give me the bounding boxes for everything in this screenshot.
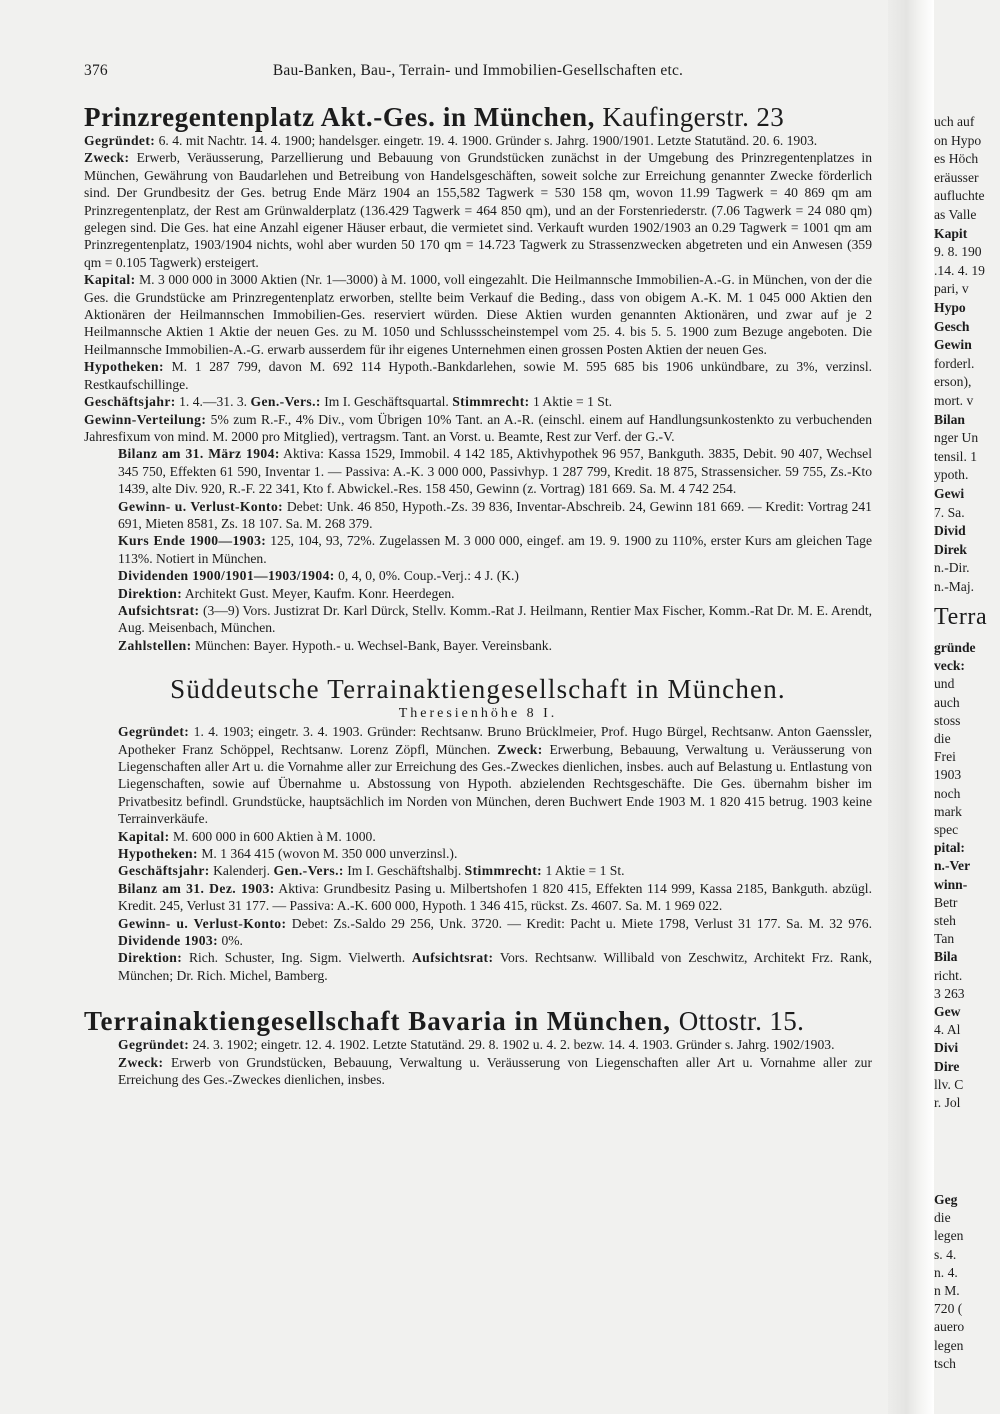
neighbor-line-fragment: n.-Dir. <box>934 560 970 576</box>
neighbor-line-fragment: legen <box>934 1228 964 1244</box>
entry-label: Gegründet: <box>118 1037 190 1053</box>
entry-label: Stimmrecht: <box>464 863 543 879</box>
neighbor-line-fragment: Dire <box>934 1058 960 1074</box>
entry-text: Debet: Zs.-Saldo 29 256, Unk. 3720. — Kredit: Pacht u. Miete 1798, Verlust 31 177. Sa. M. 32 976. <box>291 915 872 931</box>
neighbor-line-fragment: 3 263 <box>934 985 965 1001</box>
neighbor-line-fragment: nger Un <box>934 430 979 446</box>
neighbor-line-fragment: Bila <box>934 949 958 965</box>
neighbor-line-fragment: Terra <box>934 604 988 630</box>
neighbor-line-fragment: eräusser <box>934 169 979 185</box>
entry-text: München: Bayer. Hypoth.- u. Wechsel-Bank, Bayer. Vereinsbank. <box>194 637 552 653</box>
entry-text: 1 Aktie = 1 St. <box>545 863 625 879</box>
entry-mortgages <box>84 358 872 393</box>
entry-label: Zahlstellen: <box>118 637 192 653</box>
entry-text: 24. 3. 1902; eingetr. 12. 4. 1902. Letzte Statutänd. 29. 8. 1902 u. 4. 2. bezw. 14. 4. 1903. Gründer s. Jahrg. 1902/1903. <box>192 1037 835 1053</box>
entry-paying-agents <box>84 637 872 654</box>
neighbor-line-fragment: Gewi <box>934 486 965 501</box>
company-name: Prinzregentenplatz Akt.-Ges. in München, <box>84 102 595 132</box>
entry-label: Zweck: <box>118 1054 164 1070</box>
neighbor-line-fragment: on Hypo <box>934 132 982 148</box>
entry-text: Im I. Geschäftsquartal. <box>324 394 449 410</box>
company-name: Süddeutsche Terrainaktiengesellschaft in München. <box>170 674 786 705</box>
neighbor-line-fragment: Betr <box>934 894 958 910</box>
entry-label: Zweck: <box>84 150 130 166</box>
entry-text: 1 Aktie = 1 St. <box>532 394 613 410</box>
entry-label: Kapital: <box>118 828 170 844</box>
entry-fiscal-year <box>84 862 872 879</box>
neighbor-line-fragment: Gewin <box>934 337 972 353</box>
page-gutter-shadow <box>888 0 934 1414</box>
entry-mortgages <box>84 845 872 862</box>
neighbor-line-fragment: gründe <box>934 640 976 655</box>
entry-capital <box>84 828 872 845</box>
entry-fiscal-year <box>84 393 872 410</box>
entry-text: Aktiva: Grundbesitz Pasing u. Milbertshofen 1 820 415, Effekten 114 999, Kassa 2185, Bankguth. abzügl. Kredit. 245, Verlust 31 177. — Passiva: A.-K. 600 000, Hypoth. 1 346 415, rückst. Zs. 4607. Sa. M. 1 969 022. <box>118 880 872 914</box>
entry-text: Erwerb von Grundstücken, Bebauung, Verwaltung u. Veräusserung von Liegenschaften aller Art u. Vornahme aller zur Erreichung des Ges.-Zweckes dienlichen, insbes. <box>118 1054 872 1088</box>
neighbor-line-fragment: Tan <box>934 931 955 947</box>
neighbor-line-fragment: tsch <box>934 1355 956 1371</box>
entry-label: Gen.-Vers.: <box>273 863 344 879</box>
neighbor-page-column <box>934 0 1000 1414</box>
entry-label: Direktion: <box>118 585 183 601</box>
entry-text: Debet: Unk. 46 850, Hypoth.-Zs. 39 836, Inventar-Abschreib. 24, Gewinn 181 669. — Kredit: Vortrag 241 691, Mieten 8581, Zs. 18 107. Sa. M. 268 379. <box>118 498 872 531</box>
running-head <box>84 48 872 88</box>
neighbor-line-fragment: .14. 4. 19 <box>934 262 985 278</box>
neighbor-line-fragment: stoss <box>934 712 961 728</box>
neighbor-line-fragment: Gesch <box>934 318 970 334</box>
entry-label: Dividende 1903: <box>118 933 219 949</box>
neighbor-line-fragment: n.-Ver <box>934 858 971 874</box>
company-title <box>84 1006 872 1036</box>
neighbor-line-fragment: spec <box>934 822 959 837</box>
neighbor-line-fragment: n. 4. <box>934 1264 958 1280</box>
entry-founded <box>84 1036 872 1053</box>
entry-label: Kurs Ende 1900—1903: <box>118 533 267 549</box>
entry-label: Bilanz am 31. Dez. 1903: <box>118 880 275 896</box>
company-address: Ottostr. 15. <box>678 1006 805 1037</box>
company-address: Theresienhöhe 8 I. <box>398 706 558 722</box>
neighbor-line-fragment: Gew <box>934 1004 961 1019</box>
neighbor-line-fragment: erson), <box>934 374 972 390</box>
entry-text: Aktiva: Kassa 1529, Immobil. 4 142 185, Aktivhypothek 96 957, Bankguth. 3835, Debit. 90 407, Wechsel 345 750, Effekten 61 590, Inventar 1. — Passiva: A.-K. 3 000 000, Passivhyp. 1 287 799, Kredit. 18 875, Strassensicher. 59 755, Zs.-Kto 1439, alte Div. 920, R.-F. 22 341, Kto f. Abwickel.-Res. 158 450, Gewinn (z. Vortrag) 181 669. Sa. M. 4 742 254. <box>118 446 872 497</box>
neighbor-line-fragment: n M. <box>934 1283 960 1298</box>
entry-purpose <box>84 149 872 271</box>
neighbor-line-fragment: Divid <box>934 523 966 539</box>
entry-text: Rich. Schuster, Ing. Sigm. Vielwerth. <box>188 950 406 966</box>
neighbor-line-fragment: Bilan <box>934 411 965 427</box>
entry-label: Aufsichtsrat: <box>411 950 494 966</box>
entry-label: Hypotheken: <box>84 359 164 375</box>
entry-label: Gen.-Vers.: <box>250 394 321 410</box>
neighbor-line-fragment: uch auf <box>934 114 975 129</box>
entry-capital <box>84 271 872 358</box>
entry-label: Bilanz am 31. März 1904: <box>118 446 280 462</box>
neighbor-line-fragment: legen <box>934 1337 964 1353</box>
entry-label: Gewinn- u. Verlust-Konto: <box>118 498 284 514</box>
entry-label: Stimmrecht: <box>452 394 530 410</box>
neighbor-line-fragment: auch <box>934 694 960 710</box>
neighbor-line-fragment: tensil. 1 <box>934 448 978 464</box>
entry-text: 5% zum R.-F., 4% Div., vom Übrigen 10% Tant. an A.-R. (einschl. einem auf Handlungsunkostenkto zu verbuchenden Jahresfixum von mind. M. 2000 pro Mitglied), vertragsm. Tant. an Vorst. u. Beamte, Rest zur Verf. der G.-V. <box>84 411 872 444</box>
entry-label: Dividenden 1900/1901—1903/1904: <box>118 568 335 584</box>
entry-label: Gewinn- u. Verlust-Konto: <box>118 915 287 931</box>
neighbor-line-fragment: Geg <box>934 1192 958 1207</box>
neighbor-line-fragment: und <box>934 676 955 692</box>
neighbor-line-fragment: s. 4. <box>934 1246 957 1262</box>
entry-label: Geschäftsjahr: <box>84 394 176 410</box>
company-title <box>84 102 872 132</box>
neighbor-line-fragment: 1903 <box>934 767 962 783</box>
entry-label: Kapital: <box>84 272 136 288</box>
neighbor-line-fragment: 7. Sa. <box>934 504 965 520</box>
entry-balance-sheet <box>84 445 872 497</box>
neighbor-line-fragment: veck: <box>934 658 965 674</box>
entry-dividends <box>84 567 872 584</box>
main-column <box>84 48 872 1398</box>
entry-balance-sheet <box>84 880 872 915</box>
neighbor-line-fragment: noch <box>934 785 961 801</box>
entry-text: 0%. <box>221 933 243 949</box>
entry-text: M. 600 000 in 600 Aktien à M. 1000. <box>172 828 376 844</box>
neighbor-line-fragment: Hypo <box>934 300 966 315</box>
neighbor-line-fragment: llv. C <box>934 1076 964 1092</box>
neighbor-line-fragment: Direk <box>934 541 967 557</box>
entry-text: Im I. Geschäftshalbj. <box>347 863 462 879</box>
neighbor-line-fragment: 4. Al <box>934 1022 961 1038</box>
entry-text: 1. 4. 1903; eingetr. 3. 4. 1903. Gründer: Rechtsanw. Bruno Brücklmeier, Prof. Hugo Bürgel, Rechtsanw. Anton Gaenssler, Apotheker Franz Schöppel, Rechtsanw. Lorenz Zöpfl, München. <box>118 724 872 757</box>
entry-text: M. 3 000 000 in 3000 Aktien (Nr. 1—3000) à M. 1000, voll eingezahlt. Die Heilmannsche Immobilien-A.-G. in München, von der die Ges. die Grundstücke am Prinzregentenplatz erworben, stellte beim Verkauf die Beding., dass von obigem A.-K. M. 1 045 000 Aktien den Aktionären der Heilmannschen Immobilien-Ges. reserviert würden. Diese Aktien wurden genannten Aktionären, und zwar auf je 2 Heilmannsche Aktien 1 Aktie der neuen Ges. zu M. 1050 und Schlussscheinstempel vom 25. 4. bis 5. 5. 1900 zum Bezuge angeboten. Die Heilmannsche Immobilien-A.-G. erwarb ausserdem für ihr eigenes Unternehmen einen grossen Posten Aktien der neuen Ges. <box>84 272 872 357</box>
neighbor-line-fragment: mark <box>934 803 962 819</box>
neighbor-line-fragment: as Valle <box>934 207 977 222</box>
neighbor-line-fragment: Divi <box>934 1040 959 1056</box>
entry-label: Gegründet: <box>118 724 190 740</box>
neighbor-line-fragment: pital: <box>934 840 965 856</box>
neighbor-line-fragment: es Höch <box>934 151 979 167</box>
neighbor-line-fragment: auero <box>934 1319 965 1335</box>
entry-text: M. 1 287 799, davon M. 692 114 Hypoth.-Bankdarlehen, sowie M. 595 685 bis 1906 unkündbare, zu 3%, verzinsl. Restkaufschillinge. <box>84 359 872 392</box>
entry-profit-loss <box>84 498 872 533</box>
running-title: Bau-Banken, Bau-, Terrain- und Immobilien-Gesellschaften etc. <box>272 62 684 79</box>
entry-founded <box>84 132 872 149</box>
entry-text: Architekt Gust. Meyer, Kaufm. Konr. Heerdegen. <box>184 585 455 601</box>
entry-founded <box>84 723 872 827</box>
neighbor-line-fragment: mort. v <box>934 393 974 408</box>
page-number: 376 <box>84 62 108 79</box>
entry-management <box>84 949 872 984</box>
neighbor-line-fragment: n.-Maj. <box>934 579 975 594</box>
entry-purpose <box>84 1054 872 1089</box>
entry-text: 125, 104, 93, 72%. Zugelassen M. 3 000 000, eingef. am 19. 9. 1900 zu 110%, erster Kurs am gleichen Tage 113%. Notiert in München. <box>118 533 872 566</box>
entry-supervisory-board <box>84 602 872 637</box>
neighbor-line-fragment: r. Jol <box>934 1095 961 1110</box>
neighbor-line-fragment: winn- <box>934 876 968 892</box>
neighbor-line-fragment: 720 ( <box>934 1301 963 1317</box>
neighbor-line-fragment: ypoth. <box>934 467 969 483</box>
entry-share-price <box>84 532 872 567</box>
neighbor-line-fragment: die <box>934 1210 951 1226</box>
entry-label: Zweck: <box>497 741 543 757</box>
company-name: Terrainaktiengesellschaft Bavaria in München, <box>84 1006 672 1037</box>
entry-label: Geschäftsjahr: <box>118 863 210 879</box>
entry-management <box>84 585 872 602</box>
entry-text: 0, 4, 0, 0%. Coup.-Verj.: 4 J. (K.) <box>338 568 519 584</box>
neighbor-line-fragment: Frei <box>934 749 956 765</box>
entry-label: Aufsichtsrat: <box>118 602 200 618</box>
entry-text: 1. 4.—31. 3. <box>179 394 248 410</box>
neighbor-line-fragment: pari, v <box>934 281 969 297</box>
entry-label: Gewinn-Verteilung: <box>84 411 207 427</box>
neighbor-line-fragment: steh <box>934 913 956 928</box>
entry-label: Gegründet: <box>84 133 156 148</box>
neighbor-line-fragment: Kapit <box>934 225 968 241</box>
neighbor-line-fragment: 9. 8. 190 <box>934 244 982 260</box>
entry-label: Direktion: <box>118 950 183 966</box>
neighbor-line-fragment: richt. <box>934 967 963 983</box>
company-address: Kaufingerstr. 23 <box>602 102 785 132</box>
entry-text: 6. 4. mit Nachtr. 14. 4. 1900; handelsger. eingetr. 19. 4. 1900. Gründer s. Jahrg. 1900/1901. Letzte Statutänd. 20. 6. 1903. <box>158 133 818 148</box>
entry-text: (3—9) Vors. Justizrat Dr. Karl Dürck, Stellv. Komm.-Rat J. Heilmann, Rentier Max Fischer, Komm.-Rat Dr. M. E. Arendt, Aug. Meisenbach, München. <box>118 602 872 636</box>
entry-label: Hypotheken: <box>118 846 198 862</box>
neighbor-line-fragment: aufluchte <box>934 188 985 204</box>
entry-text: Vors. Rechtsanw. Willibald von Zeschwitz, Architekt Frz. Rank, München; Dr. Rich. Michel, Bamberg. <box>118 950 872 983</box>
entry-profit-distribution <box>84 411 872 446</box>
company-title <box>84 674 872 704</box>
entry-profit-loss <box>84 915 872 950</box>
entry-text: Erwerbung, Bebauung, Verwaltung u. Veräusserung von Liegenschaften aller Art u. die Vornahme aller zur Erreichung des Ges.-Zweckes dienlichen, insbes. auch auf Belastung u. Entlastung von Liegenschaften, sowie auf Übernahme u. Abstossung von Hypoth. abzielenden Rechtsgeschäfte. Die Ges. übernahm bisher im Privatbesitz befindl. Grundstücke, hauptsächlich im Norden von München, deren Buchwert Ende 1903 M. 1 820 415 betrug. 1903 keine Terrainverkäufe. <box>118 741 872 827</box>
neighbor-line-fragment: forderl. <box>934 355 975 371</box>
entry-text: Erwerb, Veräusserung, Parzellierung und Bebauung von Grundstücken zunächst in der Umgebung des Prinzregentenplatzes in München, Gewährung von Baudarlehen und Betreibung von Handelsgeschäften, soweit solche zur Erreichung genannter Zwecke förderlich sind. Der Grundbesitz der Ges. betrug Ende März 1904 an 155,582 Tagwerk = 530 158 qm, wovon 11.99 Tagwerk = 40 869 qm am Prinzregentenplatz, der Rest am Grünwalderplatz (136.429 Tagwerk = 464 850 qm), und an der Forstenriederstr. (7.06 Tagwerk = 24 080 qm) gelegen sind. Die Ges. hat eine Anzahl eigener Häuser erbaut, die vermietet sind. Verkauft wurden 1902/1903 an 0.29 Tagwerk = 1001 qm am Prinzregentenplatz, 1903/1904 nichts, wohl aber wurden 50 170 qm = 14.723 Tagwerk zu Strassenzwecken abgetreten und ein Anwesen (359 qm = 0.105 Tagwerk) ersteigert. <box>84 150 872 270</box>
entry-text: M. 1 364 415 (wovon M. 350 000 unverzinsl.). <box>201 846 458 862</box>
entry-text: Kalenderj. <box>213 863 271 879</box>
neighbor-line-fragment: die <box>934 731 951 746</box>
